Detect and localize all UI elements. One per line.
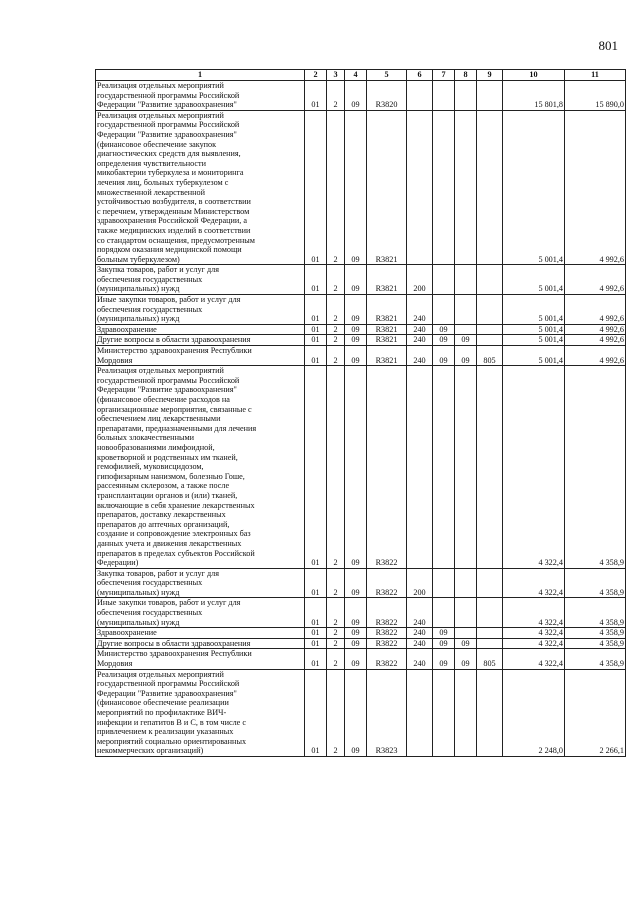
cell-col-2: 01 bbox=[305, 265, 327, 295]
row-description: Реализация отдельных мероприятий государственной программы Российской Федерации "Развитие здравоохранения" (финансовое обеспечение закупок диагностических средств для выявления, определения чувствительности микобактерии туберкулеза и мониторинга лечения лиц, больных туберкулезом с множественной лекарственной устойчивостью возбудителя, в соответствии с перечнем, утвержденным Министерством здравоохранения Российской Федерации, а также медицинских изделий в соответствии со стандартом оснащения, предусмотренным порядком оказания медицинской помощи больным туберкулезом) bbox=[96, 110, 305, 265]
cell-col-2: 01 bbox=[305, 324, 327, 335]
budget-table bbox=[95, 69, 626, 757]
cell-col-9 bbox=[477, 628, 503, 639]
row-description: Министерство здравоохранения Республики Мордовия bbox=[96, 346, 305, 366]
cell-col-7: 09 bbox=[433, 649, 455, 669]
column-header: 1 bbox=[96, 70, 305, 81]
row-description: Реализация отдельных мероприятий государственной программы Российской Федерации "Развитие здравоохранения" (финансовое обеспечение реализации мероприятий по профилактике ВИЧ- инфекции и гепатитов В и С, в том числе с привлечением к реализации указанных мероприятий социально ориентированных некоммерческих организаций) bbox=[96, 669, 305, 756]
cell-col-10: 5 001,4 bbox=[503, 265, 565, 295]
cell-col-8 bbox=[455, 324, 477, 335]
cell-col-4: 09 bbox=[345, 638, 367, 649]
cell-col-2: 01 bbox=[305, 649, 327, 669]
table-body bbox=[96, 81, 626, 757]
table-row bbox=[96, 568, 626, 598]
cell-col-6: 240 bbox=[407, 324, 433, 335]
table-row bbox=[96, 335, 626, 346]
cell-col-9 bbox=[477, 669, 503, 756]
table-row bbox=[96, 346, 626, 366]
cell-col-3: 2 bbox=[327, 265, 345, 295]
cell-col-11: 4 992,6 bbox=[565, 324, 626, 335]
column-header: 9 bbox=[477, 70, 503, 81]
cell-col-5: R3821 bbox=[367, 265, 407, 295]
cell-col-10: 15 801,8 bbox=[503, 81, 565, 111]
cell-col-5: R3821 bbox=[367, 346, 407, 366]
cell-col-10: 4 322,4 bbox=[503, 649, 565, 669]
cell-col-3: 2 bbox=[327, 110, 345, 265]
cell-col-4: 09 bbox=[345, 628, 367, 639]
cell-col-10: 4 322,4 bbox=[503, 628, 565, 639]
table-row bbox=[96, 81, 626, 111]
cell-col-8 bbox=[455, 110, 477, 265]
cell-col-4: 09 bbox=[345, 81, 367, 111]
row-description: Реализация отдельных мероприятий государственной программы Российской Федерации "Развитие здравоохранения" (финансовое обеспечение расходов на организационные мероприятия, связанные с обеспечением лиц лекарственными препаратами, предназначенными для лечения больных злокачественными новообразованиями лимфоидной, кроветворной и родственных им тканей, гемофилией, муковисцидозом, гипофизарным нанизмом, болезнью Гоше, рассеянным склерозом, а также после трансплантации органов и (или) тканей, включающие в себя хранение лекарственных препаратов, доставку лекарственных препаратов до аптечных организаций, создание и сопровождение электронных баз данных учета и движения лекарственных препаратов в пределах субъектов Российской Федерации) bbox=[96, 366, 305, 568]
cell-col-9 bbox=[477, 265, 503, 295]
cell-col-7: 09 bbox=[433, 346, 455, 366]
table-row bbox=[96, 110, 626, 265]
cell-col-7: 09 bbox=[433, 335, 455, 346]
cell-col-10: 4 322,4 bbox=[503, 366, 565, 568]
cell-col-9 bbox=[477, 568, 503, 598]
row-description: Реализация отдельных мероприятий государственной программы Российской Федерации "Развитие здравоохранения" bbox=[96, 81, 305, 111]
cell-col-2: 01 bbox=[305, 295, 327, 325]
cell-col-7 bbox=[433, 366, 455, 568]
cell-col-10: 5 001,4 bbox=[503, 346, 565, 366]
row-description: Закупка товаров, работ и услуг для обеспечения государственных (муниципальных) нужд bbox=[96, 265, 305, 295]
column-header: 10 bbox=[503, 70, 565, 81]
cell-col-8 bbox=[455, 669, 477, 756]
cell-col-4: 09 bbox=[345, 335, 367, 346]
row-description: Другие вопросы в области здравоохранения bbox=[96, 638, 305, 649]
cell-col-8 bbox=[455, 265, 477, 295]
row-description: Закупка товаров, работ и услуг для обеспечения государственных (муниципальных) нужд bbox=[96, 568, 305, 598]
cell-col-6: 240 bbox=[407, 638, 433, 649]
cell-col-10: 4 322,4 bbox=[503, 598, 565, 628]
cell-col-4: 09 bbox=[345, 110, 367, 265]
row-description: Здравоохранение bbox=[96, 628, 305, 639]
cell-col-11: 4 992,6 bbox=[565, 110, 626, 265]
cell-col-2: 01 bbox=[305, 628, 327, 639]
cell-col-5: R3821 bbox=[367, 324, 407, 335]
cell-col-3: 2 bbox=[327, 366, 345, 568]
cell-col-8: 09 bbox=[455, 649, 477, 669]
cell-col-9 bbox=[477, 598, 503, 628]
cell-col-8 bbox=[455, 366, 477, 568]
column-header: 4 bbox=[345, 70, 367, 81]
cell-col-5: R3820 bbox=[367, 81, 407, 111]
cell-col-2: 01 bbox=[305, 81, 327, 111]
table-row bbox=[96, 366, 626, 568]
cell-col-5: R3821 bbox=[367, 295, 407, 325]
cell-col-10: 5 001,4 bbox=[503, 110, 565, 265]
cell-col-3: 2 bbox=[327, 568, 345, 598]
cell-col-8: 09 bbox=[455, 346, 477, 366]
cell-col-3: 2 bbox=[327, 628, 345, 639]
cell-col-11: 4 358,9 bbox=[565, 628, 626, 639]
cell-col-6: 200 bbox=[407, 265, 433, 295]
cell-col-5: R3822 bbox=[367, 628, 407, 639]
cell-col-2: 01 bbox=[305, 346, 327, 366]
cell-col-3: 2 bbox=[327, 638, 345, 649]
cell-col-6: 240 bbox=[407, 598, 433, 628]
table-row bbox=[96, 295, 626, 325]
cell-col-11: 4 358,9 bbox=[565, 598, 626, 628]
cell-col-11: 4 358,9 bbox=[565, 638, 626, 649]
cell-col-9: 805 bbox=[477, 649, 503, 669]
column-header: 6 bbox=[407, 70, 433, 81]
cell-col-2: 01 bbox=[305, 335, 327, 346]
cell-col-7: 09 bbox=[433, 628, 455, 639]
cell-col-6: 240 bbox=[407, 346, 433, 366]
cell-col-6: 240 bbox=[407, 335, 433, 346]
cell-col-11: 4 358,9 bbox=[565, 366, 626, 568]
cell-col-7 bbox=[433, 265, 455, 295]
cell-col-4: 09 bbox=[345, 649, 367, 669]
cell-col-4: 09 bbox=[345, 568, 367, 598]
cell-col-7 bbox=[433, 669, 455, 756]
cell-col-4: 09 bbox=[345, 346, 367, 366]
cell-col-9 bbox=[477, 638, 503, 649]
column-header: 3 bbox=[327, 70, 345, 81]
cell-col-6 bbox=[407, 669, 433, 756]
cell-col-10: 4 322,4 bbox=[503, 568, 565, 598]
cell-col-5: R3821 bbox=[367, 335, 407, 346]
cell-col-11: 4 992,6 bbox=[565, 265, 626, 295]
cell-col-11: 4 358,9 bbox=[565, 568, 626, 598]
cell-col-6 bbox=[407, 81, 433, 111]
cell-col-4: 09 bbox=[345, 265, 367, 295]
table-row bbox=[96, 638, 626, 649]
cell-col-7 bbox=[433, 81, 455, 111]
cell-col-4: 09 bbox=[345, 324, 367, 335]
cell-col-10: 4 322,4 bbox=[503, 638, 565, 649]
cell-col-8 bbox=[455, 598, 477, 628]
cell-col-9 bbox=[477, 335, 503, 346]
cell-col-8: 09 bbox=[455, 638, 477, 649]
cell-col-11: 4 992,6 bbox=[565, 346, 626, 366]
cell-col-10: 5 001,4 bbox=[503, 335, 565, 346]
cell-col-8 bbox=[455, 81, 477, 111]
cell-col-5: R3822 bbox=[367, 568, 407, 598]
cell-col-4: 09 bbox=[345, 598, 367, 628]
cell-col-8 bbox=[455, 295, 477, 325]
page-number: 801 bbox=[598, 38, 618, 53]
cell-col-9 bbox=[477, 366, 503, 568]
row-description: Здравоохранение bbox=[96, 324, 305, 335]
cell-col-9 bbox=[477, 81, 503, 111]
column-header: 8 bbox=[455, 70, 477, 81]
cell-col-11: 15 890,0 bbox=[565, 81, 626, 111]
cell-col-9 bbox=[477, 110, 503, 265]
cell-col-11: 2 266,1 bbox=[565, 669, 626, 756]
cell-col-3: 2 bbox=[327, 669, 345, 756]
column-header: 11 bbox=[565, 70, 626, 81]
cell-col-8 bbox=[455, 568, 477, 598]
cell-col-10: 2 248,0 bbox=[503, 669, 565, 756]
cell-col-3: 2 bbox=[327, 649, 345, 669]
cell-col-2: 01 bbox=[305, 638, 327, 649]
cell-col-4: 09 bbox=[345, 669, 367, 756]
cell-col-2: 01 bbox=[305, 568, 327, 598]
cell-col-3: 2 bbox=[327, 335, 345, 346]
cell-col-8: 09 bbox=[455, 335, 477, 346]
cell-col-6: 240 bbox=[407, 628, 433, 639]
header-row bbox=[96, 70, 626, 81]
cell-col-4: 09 bbox=[345, 366, 367, 568]
cell-col-2: 01 bbox=[305, 366, 327, 568]
cell-col-7 bbox=[433, 598, 455, 628]
cell-col-5: R3823 bbox=[367, 669, 407, 756]
cell-col-9 bbox=[477, 295, 503, 325]
cell-col-5: R3821 bbox=[367, 110, 407, 265]
cell-col-7: 09 bbox=[433, 324, 455, 335]
cell-col-11: 4 992,6 bbox=[565, 335, 626, 346]
cell-col-3: 2 bbox=[327, 346, 345, 366]
column-header: 5 bbox=[367, 70, 407, 81]
cell-col-3: 2 bbox=[327, 81, 345, 111]
cell-col-6 bbox=[407, 366, 433, 568]
row-description: Министерство здравоохранения Республики Мордовия bbox=[96, 649, 305, 669]
table-row bbox=[96, 628, 626, 639]
cell-col-5: R3822 bbox=[367, 649, 407, 669]
cell-col-6: 240 bbox=[407, 649, 433, 669]
cell-col-10: 5 001,4 bbox=[503, 324, 565, 335]
row-description: Иные закупки товаров, работ и услуг для обеспечения государственных (муниципальных) нужд bbox=[96, 295, 305, 325]
cell-col-6 bbox=[407, 110, 433, 265]
cell-col-7 bbox=[433, 110, 455, 265]
cell-col-11: 4 358,9 bbox=[565, 649, 626, 669]
table-row bbox=[96, 324, 626, 335]
cell-col-8 bbox=[455, 628, 477, 639]
table-row bbox=[96, 669, 626, 756]
cell-col-3: 2 bbox=[327, 295, 345, 325]
cell-col-5: R3822 bbox=[367, 638, 407, 649]
table-row bbox=[96, 598, 626, 628]
cell-col-2: 01 bbox=[305, 110, 327, 265]
row-description: Иные закупки товаров, работ и услуг для обеспечения государственных (муниципальных) нужд bbox=[96, 598, 305, 628]
cell-col-2: 01 bbox=[305, 669, 327, 756]
cell-col-9 bbox=[477, 324, 503, 335]
cell-col-11: 4 992,6 bbox=[565, 295, 626, 325]
cell-col-5: R3822 bbox=[367, 366, 407, 568]
cell-col-5: R3822 bbox=[367, 598, 407, 628]
cell-col-9: 805 bbox=[477, 346, 503, 366]
table-row bbox=[96, 265, 626, 295]
cell-col-7 bbox=[433, 295, 455, 325]
cell-col-3: 2 bbox=[327, 598, 345, 628]
cell-col-7 bbox=[433, 568, 455, 598]
cell-col-7: 09 bbox=[433, 638, 455, 649]
column-header: 2 bbox=[305, 70, 327, 81]
cell-col-3: 2 bbox=[327, 324, 345, 335]
row-description: Другие вопросы в области здравоохранения bbox=[96, 335, 305, 346]
column-header: 7 bbox=[433, 70, 455, 81]
cell-col-6: 240 bbox=[407, 295, 433, 325]
cell-col-4: 09 bbox=[345, 295, 367, 325]
cell-col-6: 200 bbox=[407, 568, 433, 598]
table-row bbox=[96, 649, 626, 669]
cell-col-10: 5 001,4 bbox=[503, 295, 565, 325]
cell-col-2: 01 bbox=[305, 598, 327, 628]
